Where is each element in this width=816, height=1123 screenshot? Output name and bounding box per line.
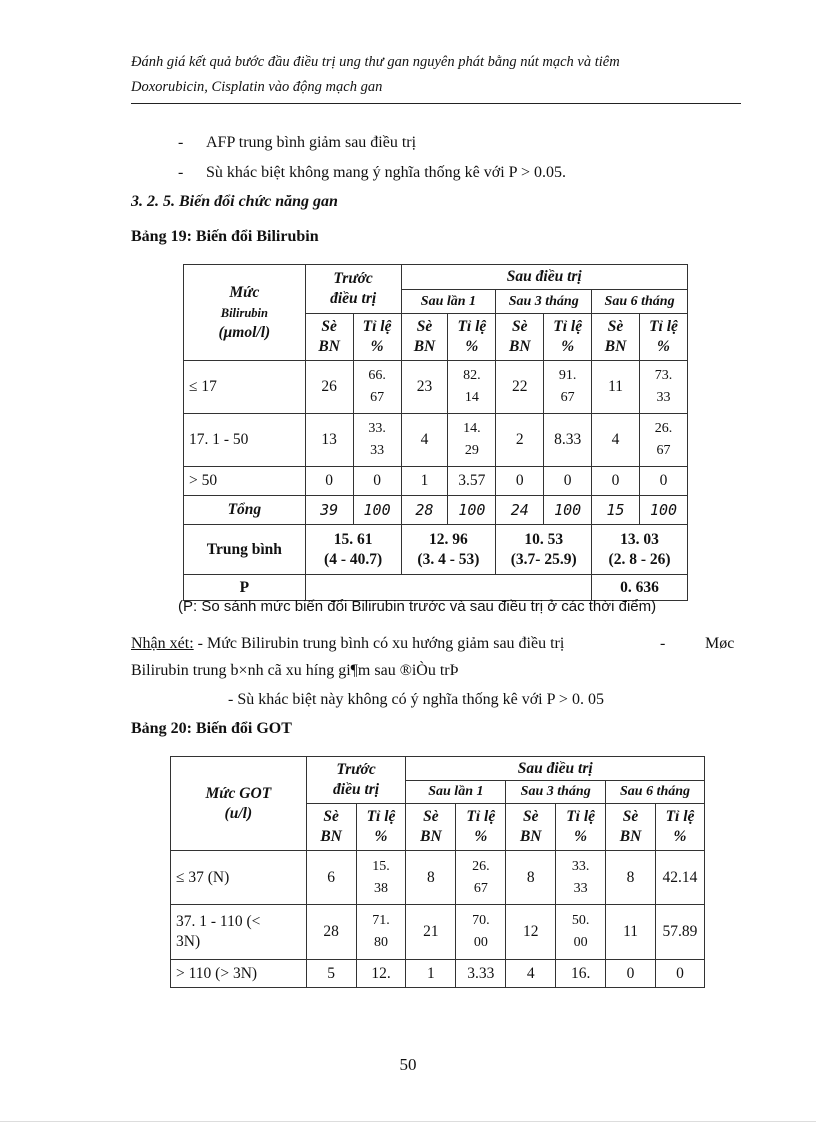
remark-line-1: Nhận xét: - Mức Bilirubin trung bình có xu hướng giảm sau điều trị bbox=[131, 635, 565, 652]
table-row: 17. 1 - 50 13 33. 33 4 14. 29 2 8.33 4 26. 67 bbox=[184, 414, 688, 467]
t20-before-header: Trước điều trị bbox=[306, 757, 406, 804]
t20-after-header: Sau điều trị bbox=[406, 757, 705, 781]
t19-col-se: Sè BN bbox=[305, 314, 353, 361]
t19-after-header: Sau điều trị bbox=[401, 265, 687, 290]
section-heading: 3. 2. 5. Biến đổi chức năng gan bbox=[131, 193, 338, 210]
table19-caption: (P: So sánh mức biến đổi Bilirubin trước và sau điều trị ở các thời điểm) bbox=[178, 598, 657, 615]
t19-col-se: Sè BN bbox=[496, 314, 544, 361]
running-header bbox=[131, 50, 741, 100]
header-line-2: Doxorubicin, Cisplatin vào động mạch gan bbox=[131, 79, 383, 95]
remark-word: Møc bbox=[705, 635, 735, 652]
remark-line-3: - Sù khác biệt này không có ý nghĩa thống kê với P > 0. 05 bbox=[228, 691, 604, 708]
bullet-1: - AFP trung bình giảm sau điều trị bbox=[178, 134, 417, 151]
table20-title: Bảng 20: Biến đổi GOT bbox=[131, 720, 292, 737]
t19-period-2: Sau 3 tháng bbox=[496, 290, 592, 314]
table19-title: Bảng 19: Biến đổi Bilirubin bbox=[131, 228, 319, 245]
page-number: 50 bbox=[399, 1055, 417, 1074]
t19-row-header: Mức Bilirubin (μmol/l) bbox=[184, 265, 306, 361]
header-rule bbox=[131, 103, 741, 104]
t19-col-se: Sè BN bbox=[592, 314, 640, 361]
remark-line-2: Bilirubin trung b×nh cã xu híng gi¶m sau ®iÒu trÞ bbox=[131, 662, 459, 679]
remark-dash: - bbox=[660, 635, 666, 652]
table-row: ≤ 37 (N) 6 15. 38 8 26. 67 8 33. 33 8 42.14 bbox=[171, 851, 705, 905]
table-row: 37. 1 - 110 (< 3N) 28 71. 80 21 70. 00 12 50. 00 11 57.89 bbox=[171, 905, 705, 960]
t19-period-3: Sau 6 tháng bbox=[592, 290, 688, 314]
t20-period-2: Sau 3 tháng bbox=[506, 781, 606, 804]
p-row: P 0. 636 bbox=[184, 575, 688, 601]
table-row: > 110 (> 3N) 5 12. 1 3.33 4 16. 0 0 bbox=[171, 960, 705, 988]
t19-col-tile: Tỉ lệ % bbox=[544, 314, 592, 361]
header-line-1: Đánh giá kết quả bước đầu điều trị ung thư gan nguyên phát bằng nút mạch và tiêm bbox=[131, 54, 620, 70]
got-table: Mức GOT (u/l) Trước điều trị Sau điều trị Sau lần 1 Sau 3 tháng Sau 6 tháng Sè BN Tỉ lệ % Sè BN Tỉ lệ % Sè BN Tỉ lệ % Sè BN Tỉ lệ % ≤ 37 (N) 6 15. 38 8 26. 67 8 33. 33 8 42.14 37. 1 - 110 (< 3N) 28 71. 80 21 70. 00 12 50. 00 11 57.89 > 110 (> 3N) 5 12. 1 3.33 4 16. 0 0 bbox=[170, 756, 705, 988]
mean-row: Trung bình 15. 61 (4 - 40.7) 12. 96 (3. 4 - 53) 10. 53 (3.7- 25.9) 13. 03 (2. 8 - 26) bbox=[184, 525, 688, 575]
t19-period-1: Sau lần 1 bbox=[401, 290, 496, 314]
t20-period-3: Sau 6 tháng bbox=[606, 781, 705, 804]
t20-row-header: Mức GOT (u/l) bbox=[171, 757, 307, 851]
t19-col-se: Sè BN bbox=[401, 314, 448, 361]
bullet-2: - Sù khác biệt không mang ý nghĩa thống kê với P > 0.05. bbox=[178, 164, 566, 181]
t20-period-1: Sau lần 1 bbox=[406, 781, 506, 804]
page-bottom-edge bbox=[0, 1121, 816, 1122]
total-row: Tổng 39 100 28 100 24 100 15 100 bbox=[184, 496, 688, 525]
bilirubin-table bbox=[183, 264, 688, 601]
t19-col-tile: Tỉ lệ % bbox=[448, 314, 496, 361]
t19-col-tile: Tỉ lệ % bbox=[353, 314, 401, 361]
t19-col-tile: Tỉ lệ % bbox=[640, 314, 688, 361]
table-row: > 50 0 0 1 3.57 0 0 0 0 bbox=[184, 467, 688, 496]
table-row: ≤ 17 26 66. 67 23 82. 14 22 91. 67 11 73. 33 bbox=[184, 361, 688, 414]
t19-before-header: Trước điều trị bbox=[305, 265, 401, 314]
